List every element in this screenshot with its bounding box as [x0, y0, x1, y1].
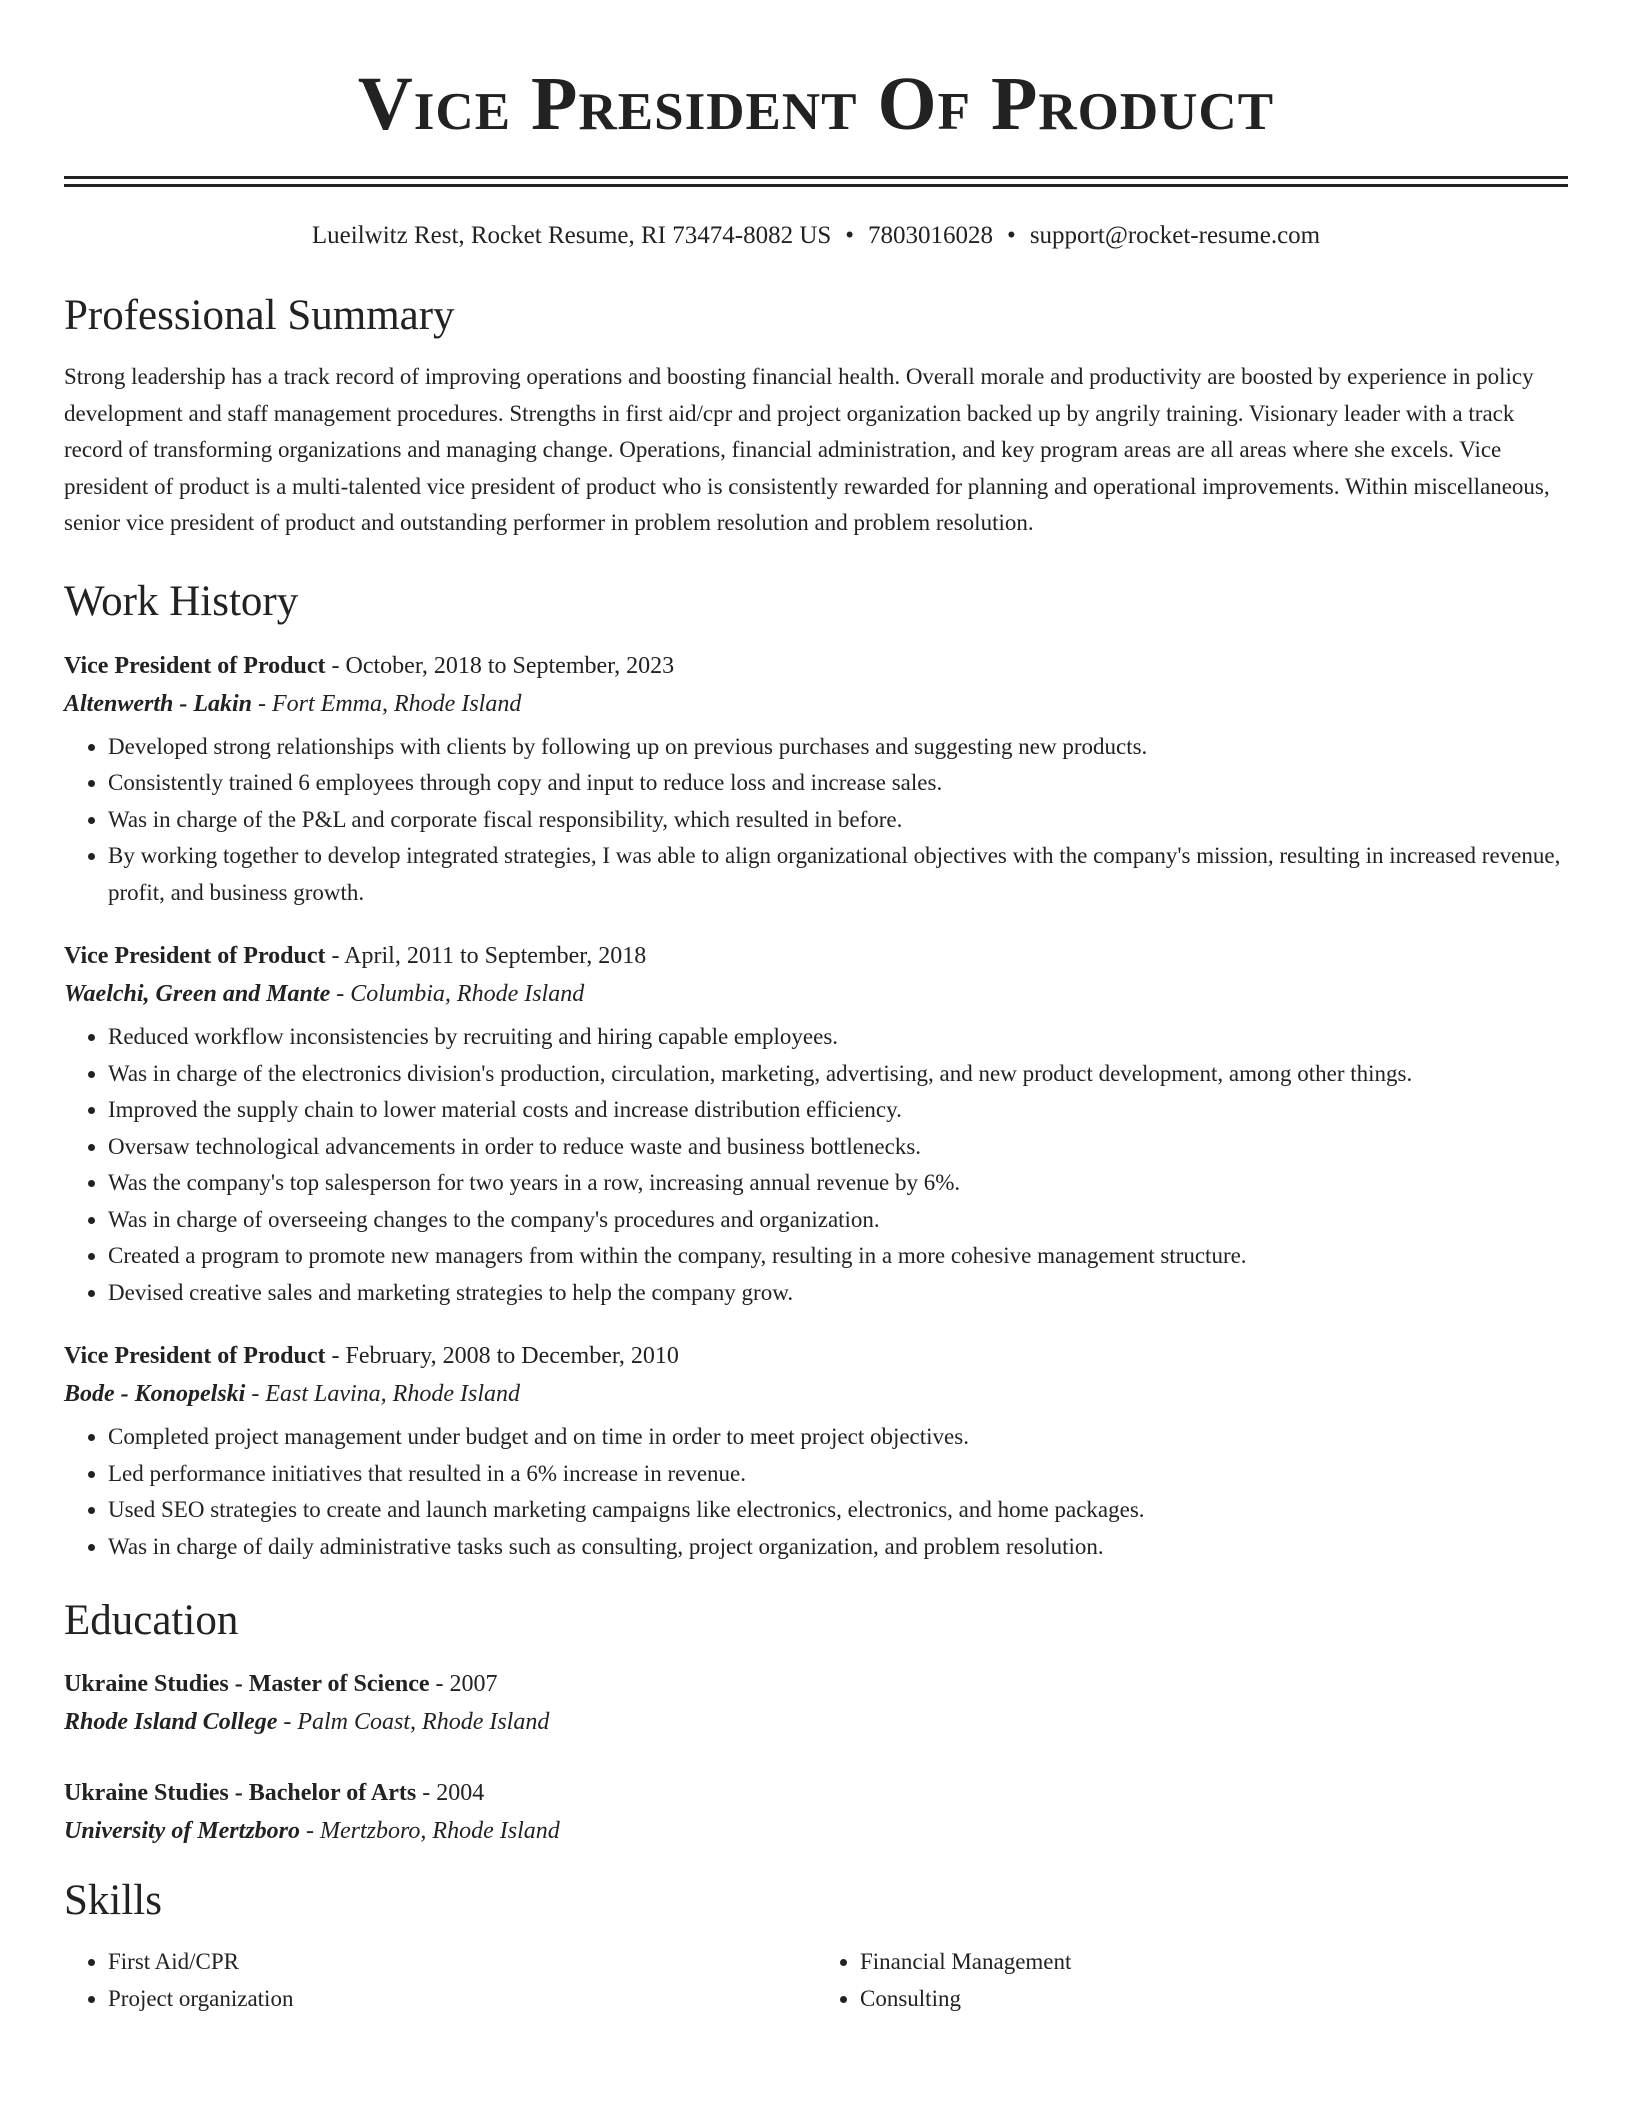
job-title: Vice President of Product [64, 1343, 326, 1369]
job-entry [64, 654, 1568, 912]
job-dates: - February, 2008 to December, 2010 [325, 1343, 679, 1369]
section-heading-skills: Skills [64, 1877, 162, 1924]
skills-column-left [64, 1944, 816, 2017]
education-entry [64, 1672, 1568, 1734]
job-title: Vice President of Product [64, 652, 326, 679]
list-item: • Created a program to promote new managers from within the company, resulting in a more cohesive management structure. [108, 1238, 1568, 1275]
skill-item: • Project organization [108, 1981, 816, 2018]
list-item: • Was in charge of the electronics division's production, circulation, marketing, advertising, and new product development, among other things. [108, 1056, 1568, 1093]
education-header [64, 1672, 1568, 1696]
list-item: • By working together to develop integrated strategies, I was able to align organizational objectives with the company's mission, resulting in increased revenue, profit, and business growth. [108, 838, 1568, 911]
summary-text: Strong leadership has a track record of improving operations and boosting financial health. Overall morale and productivity are boosted by experience in policy development and staff management procedures. Strengths in first aid/cpr and project organization backed up by angrily training. Visionary leader with a track record of transforming organizations and managing change. Operations, financial administration, and key program areas are all areas where she excels. Vice president of product is a multi-talented vice president of product who is consistently rewarded for planning and operational improvements. Within miscellaneous, senior vice president of product and outstanding performer in problem resolution and problem resolution. [64, 364, 1550, 535]
list-item: • Oversaw technological advancements in order to reduce waste and business bottlenecks. [108, 1129, 1568, 1166]
skill-item: • Consulting [860, 1981, 1568, 2018]
list-item: • Reduced workflow inconsistencies by recruiting and hiring capable employees. [108, 1019, 1568, 1056]
list-item: • Developed strong relationships with clients by following up on previous purchases and suggesting new products. [108, 729, 1568, 766]
education-school-line [64, 1710, 1568, 1734]
job-bullets [64, 729, 1568, 912]
list-item: • Devised creative sales and marketing strategies to help the company grow. [108, 1275, 1568, 1312]
list-item: • Was in charge of the P&L and corporate fiscal responsibility, which resulted in before. [108, 802, 1568, 839]
section-heading-education: Education [64, 1597, 239, 1644]
job-location: - East Lavina, Rhode Island [245, 1381, 520, 1407]
job-location: - Columbia, Rhode Island [330, 981, 585, 1007]
education-entry [64, 1781, 1568, 1843]
job-company-line [64, 1382, 1568, 1406]
contact-phone: 7803016028 [868, 222, 994, 249]
education-location: - Mertzboro, Rhode Island [300, 1818, 560, 1844]
job-bullets [64, 1019, 1568, 1311]
contact-separator: • [845, 222, 855, 249]
skills-list [64, 1944, 1568, 2017]
education-school: Rhode Island College [64, 1709, 278, 1735]
contact-separator: • [1007, 222, 1016, 249]
skills-column-right [816, 1944, 1568, 2017]
education-degree: Ukraine Studies - Master of Science [64, 1671, 430, 1697]
education-header [64, 1781, 1568, 1805]
skill-item: • First Aid/CPR [108, 1944, 816, 1981]
job-company: Bode - Konopelski [64, 1381, 246, 1407]
list-item: • Consistently trained 6 employees through copy and input to reduce loss and increase sales. [108, 765, 1568, 802]
education-school: University of Mertzboro [64, 1818, 300, 1844]
job-header [64, 944, 1568, 968]
list-item: • Was the company's top salesperson for two years in a row, increasing annual revenue by 6%. [108, 1165, 1568, 1202]
skill-item: • Financial Management [860, 1944, 1568, 1981]
job-dates: - April, 2011 to September, 2018 [325, 943, 647, 969]
education-degree: Ukraine Studies - Bachelor of Arts [64, 1780, 417, 1806]
job-dates: - October, 2018 to September, 2023 [325, 652, 675, 679]
job-bullets [64, 1419, 1568, 1565]
list-item: • Improved the supply chain to lower material costs and increase distribution efficiency. [108, 1092, 1568, 1129]
job-company-line [64, 982, 1568, 1006]
list-item: • Used SEO strategies to create and launch marketing campaigns like electronics, electronics, and home packages. [108, 1492, 1568, 1529]
resume-title: Vice President Of Product [357, 62, 1275, 146]
section-heading-summary: Professional Summary [64, 292, 455, 339]
job-header [64, 654, 1568, 678]
contact-line [64, 223, 1568, 248]
job-header [64, 1344, 1568, 1368]
job-company-line [64, 692, 1568, 716]
job-company: Altenwerth - Lakin [64, 690, 253, 717]
job-entry [64, 1344, 1568, 1565]
job-location: - Fort Emma, Rhode Island [252, 690, 522, 717]
job-title: Vice President of Product [64, 943, 326, 969]
job-company: Waelchi, Green and Mante [64, 981, 331, 1007]
section-heading-work-history: Work History [64, 577, 299, 625]
job-entry [64, 944, 1568, 1311]
education-school-line [64, 1819, 1568, 1843]
contact-address: Lueilwitz Rest, Rocket Resume, RI 73474-8082 US [311, 222, 832, 249]
list-item: • Led performance initiatives that resulted in a 6% increase in revenue. [108, 1456, 1568, 1493]
title-divider [64, 176, 1568, 187]
list-item: • Was in charge of daily administrative tasks such as consulting, project organization, and problem resolution. [108, 1529, 1568, 1566]
list-item: • Was in charge of overseeing changes to the company's procedures and organization. [108, 1202, 1568, 1239]
list-item: • Completed project management under budget and on time in order to meet project objectives. [108, 1419, 1568, 1456]
education-year: - 2007 [429, 1671, 498, 1697]
education-year: - 2004 [416, 1780, 485, 1806]
education-location: - Palm Coast, Rhode Island [277, 1709, 550, 1735]
contact-email: support@rocket-resume.com [1029, 222, 1321, 249]
